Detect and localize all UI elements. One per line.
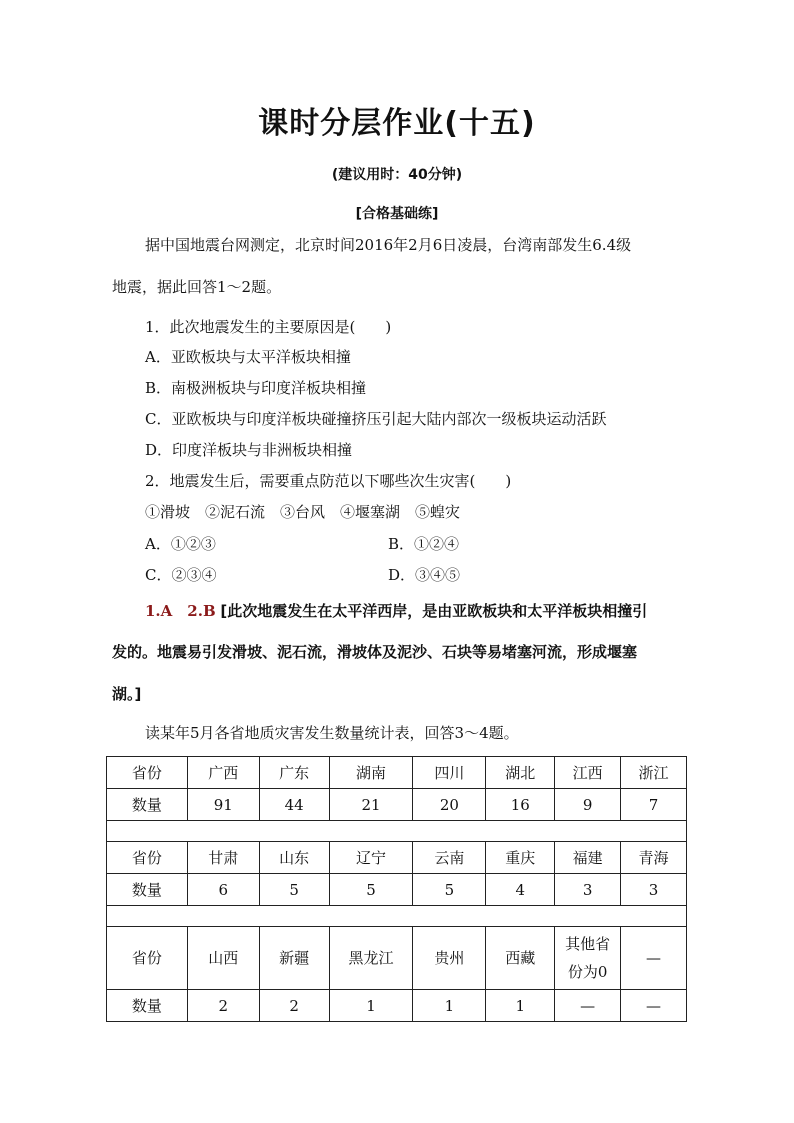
table-cell: 山西	[187, 927, 259, 990]
row-header: 省份	[107, 927, 188, 990]
table-cell: 山东	[259, 842, 329, 874]
table-cell: 1	[413, 990, 486, 1022]
table-cell: 5	[413, 874, 486, 906]
table-cell: 广东	[259, 757, 329, 789]
answer-key: 1.A 2.B	[145, 602, 216, 620]
table-cell: 其他省份为0	[555, 927, 621, 990]
question-2-stem: 2．地震发生后，需要重点防范以下哪些次生灾害( )	[145, 472, 512, 490]
table-cell: —	[555, 990, 621, 1022]
section-heading: [合格基础练]	[355, 206, 439, 222]
answer-explanation-3: 湖。]	[112, 685, 142, 703]
table-cell: 1	[329, 990, 413, 1022]
table-cell: 贵州	[413, 927, 486, 990]
table-cell: 青海	[621, 842, 687, 874]
table-cell: 新疆	[259, 927, 329, 990]
table-cell: 重庆	[486, 842, 555, 874]
intro-line-2: 地震，据此回答1～2题。	[112, 278, 282, 296]
table-row	[107, 757, 687, 789]
table-cell: 91	[187, 789, 259, 821]
table-spacer-row	[107, 906, 687, 927]
table-cell: 黑龙江	[329, 927, 413, 990]
table-cell: 3	[621, 874, 687, 906]
row-header: 省份	[107, 842, 188, 874]
table-cell: 20	[413, 789, 486, 821]
question-2-items: ①滑坡 ②泥石流 ③台风 ④堰塞湖 ⑤蝗灾	[145, 503, 461, 521]
answer-explanation-2: 发的。地震易引发滑坡、泥石流，滑坡体及泥沙、石块等易堵塞河流，形成堰塞	[112, 643, 638, 661]
table-cell: —	[621, 927, 687, 990]
table-cell: 湖北	[486, 757, 555, 789]
table-spacer-row	[107, 821, 687, 842]
table-cell: 广西	[187, 757, 259, 789]
table-cell: 浙江	[621, 757, 687, 789]
table-cell: 湖南	[329, 757, 413, 789]
table-cell: 5	[259, 874, 329, 906]
question-1-option-c: C．亚欧板块与印度洋板块碰撞挤压引起大陆内部次一级板块运动活跃	[145, 410, 607, 428]
table-cell: 44	[259, 789, 329, 821]
suggested-time: (建议用时：40分钟)	[331, 167, 463, 183]
table-row	[107, 874, 687, 906]
table-cell: 5	[329, 874, 413, 906]
row-header: 省份	[107, 757, 188, 789]
question-2-option-c: C．②③④	[145, 566, 217, 584]
table-cell: —	[621, 990, 687, 1022]
row-header: 数量	[107, 990, 188, 1022]
table-cell: 西藏	[486, 927, 555, 990]
question-1-option-a: A．亚欧板块与太平洋板块相撞	[145, 348, 351, 366]
table-cell: 6	[187, 874, 259, 906]
page-title: 课时分层作业(十五)	[258, 106, 536, 141]
question-1-option-d: D．印度洋板块与非洲板块相撞	[145, 441, 353, 459]
table-cell: 辽宁	[329, 842, 413, 874]
table-cell: 甘肃	[187, 842, 259, 874]
table-row	[107, 927, 687, 990]
table-cell: 3	[555, 874, 621, 906]
table-cell: 江西	[555, 757, 621, 789]
table-cell: 4	[486, 874, 555, 906]
geologic-disaster-table	[106, 756, 687, 1022]
table-row	[107, 789, 687, 821]
table-cell: 福建	[555, 842, 621, 874]
table-cell: 2	[187, 990, 259, 1022]
question-2-option-a: A．①②③	[145, 535, 216, 553]
table-cell: 四川	[413, 757, 486, 789]
question-1-stem: 1．此次地震发生的主要原因是( )	[145, 318, 392, 336]
answer-line-1	[145, 600, 647, 621]
table-row	[107, 990, 687, 1022]
table-cell: 16	[486, 789, 555, 821]
table-row	[107, 842, 687, 874]
row-header: 数量	[107, 874, 188, 906]
table-cell: 21	[329, 789, 413, 821]
table-cell: 2	[259, 990, 329, 1022]
table-cell: 7	[621, 789, 687, 821]
table-cell: 1	[486, 990, 555, 1022]
table-cell: 9	[555, 789, 621, 821]
row-header: 数量	[107, 789, 188, 821]
question-1-option-b: B．南极洲板块与印度洋板块相撞	[145, 379, 367, 397]
question-2-option-d: D．③④⑤	[388, 566, 461, 584]
answer-explanation-1: [此次地震发生在太平洋西岸，是由亚欧板块和太平洋板块相撞引	[220, 602, 648, 620]
table-intro: 读某年5月各省地质灾害发生数量统计表，回答3～4题。	[145, 724, 519, 742]
question-2-option-b: B．①②④	[388, 535, 460, 553]
intro-line-1: 据中国地震台网测定，北京时间2016年2月6日凌晨，台湾南部发生6.4级	[145, 236, 632, 254]
table-cell: 云南	[413, 842, 486, 874]
